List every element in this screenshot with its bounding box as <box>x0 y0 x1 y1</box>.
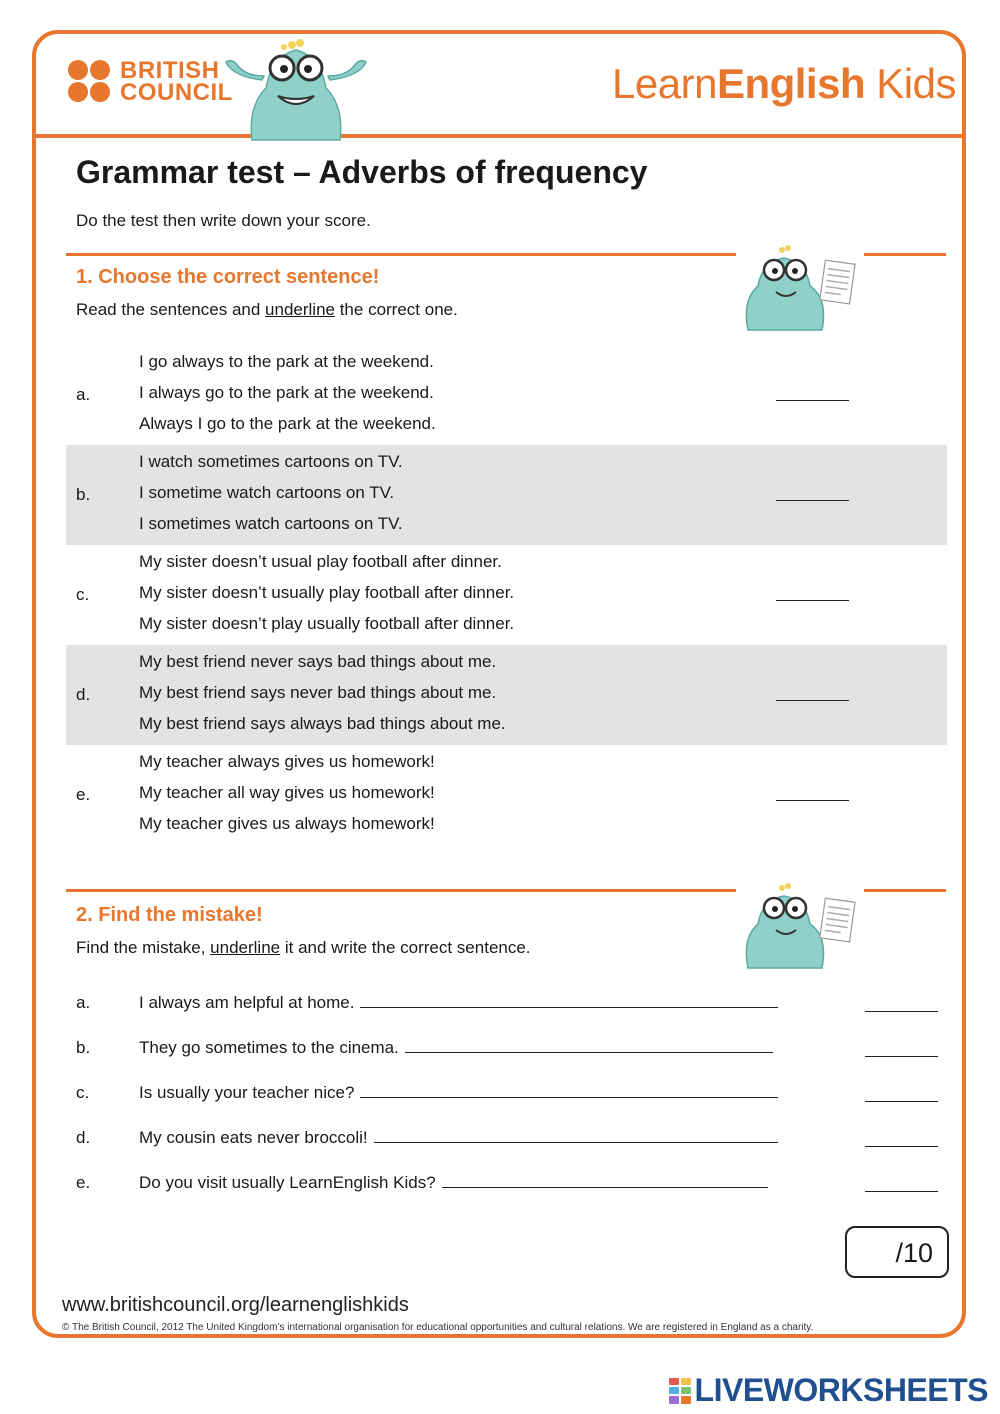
sentence-option[interactable]: My sister doesn’t usually play football after dinner. <box>139 583 515 602</box>
sentence-option[interactable]: I watch sometimes cartoons on TV. <box>139 452 403 471</box>
score-blank[interactable] <box>776 600 849 601</box>
section1-divider-right <box>864 253 946 256</box>
score-blank[interactable] <box>865 1146 938 1147</box>
score-blank[interactable] <box>865 1101 938 1102</box>
monster-reading-icon <box>742 878 857 970</box>
section1-item-e: e. My teacher always gives us homework! My teacher all way gives us homework! My teacher gives us always homework! <box>66 745 947 845</box>
sentence-option[interactable]: My teacher all way gives us homework! <box>139 783 435 802</box>
sentence-option[interactable]: My teacher always gives us homework! <box>139 752 435 771</box>
score-blank[interactable] <box>776 700 849 701</box>
sentence-option[interactable]: I go always to the park at the weekend. <box>139 352 434 371</box>
british-council-wordmark: BRITISH COUNCIL <box>120 57 233 106</box>
page-title: Grammar test – Adverbs of frequency <box>76 154 648 190</box>
section2-item-e: e. Do you visit usually LearnEnglish Kids? <box>76 1173 946 1199</box>
correction-line[interactable] <box>442 1173 768 1188</box>
section2-item-b: b. They go sometimes to the cinema. <box>76 1038 946 1064</box>
section1-item-c: c. My sister doesn’t usual play football after dinner. My sister doesn’t usually play football after dinner. My sister doesn’t play usually football after dinner. <box>66 545 947 645</box>
sentence-option[interactable]: My best friend says never bad things about me. <box>139 683 497 702</box>
section2-item-c: c. Is usually your teacher nice? <box>76 1083 946 1109</box>
section1-item-a: a. I go always to the park at the weekend. I always go to the park at the weekend. Always I go to the park at the weekend. <box>66 345 947 445</box>
score-blank[interactable] <box>865 1011 938 1012</box>
section1-divider-left <box>66 253 736 256</box>
correction-line[interactable] <box>374 1128 778 1143</box>
section1-item-d: d. My best friend never says bad things about me. My best friend says never bad things about me. My best friend says always bad things about me. <box>66 645 947 745</box>
total-score-box[interactable]: /10 <box>845 1226 949 1278</box>
british-council-logo <box>68 57 233 106</box>
header-divider <box>34 134 964 138</box>
intro-text: Do the test then write down your score. <box>76 211 371 230</box>
correction-line[interactable] <box>360 993 778 1008</box>
section2-divider-right <box>864 889 946 892</box>
mistake-sentence[interactable]: I always am helpful at home. <box>139 993 355 1012</box>
section2-item-d: d. My cousin eats never broccoli! <box>76 1128 946 1154</box>
liveworksheets-icon <box>669 1378 691 1404</box>
british-council-dots-icon <box>68 60 112 104</box>
sentence-option[interactable]: I sometime watch cartoons on TV. <box>139 483 395 502</box>
sentence-option[interactable]: I sometimes watch cartoons on TV. <box>139 514 403 533</box>
score-blank[interactable] <box>776 500 849 501</box>
section2-item-a: a. I always am helpful at home. <box>76 993 946 1019</box>
section1-heading: 1. Choose the correct sentence! <box>76 266 380 288</box>
section1-instruction: Read the sentences and underline the correct one. <box>76 300 458 319</box>
sentence-option[interactable]: My teacher gives us always homework! <box>139 814 435 833</box>
monster-reading-icon <box>742 240 857 332</box>
footer-copyright: © The British Council, 2012 The United Kingdom’s international organisation for educational opportunities and cultural relations. We are registered in England as a charity. <box>62 1322 814 1333</box>
score-blank[interactable] <box>776 400 849 401</box>
section2-divider-left <box>66 889 736 892</box>
sentence-option[interactable]: My best friend never says bad things about me. <box>139 652 497 671</box>
section1-item-b: b. I watch sometimes cartoons on TV. I sometime watch cartoons on TV. I sometimes watch cartoons on TV. <box>66 445 947 545</box>
correction-line[interactable] <box>405 1038 773 1053</box>
sentence-option[interactable]: My sister doesn’t usual play football after dinner. <box>139 552 502 571</box>
score-blank[interactable] <box>865 1056 938 1057</box>
footer-url[interactable]: www.britishcouncil.org/learnenglishkids <box>62 1294 409 1316</box>
liveworksheets-watermark[interactable]: LIVEWORKSHEETS <box>669 1372 988 1409</box>
sentence-option[interactable]: My best friend says always bad things about me. <box>139 714 506 733</box>
section2-instruction: Find the mistake, underline it and write the correct sentence. <box>76 938 531 957</box>
mistake-sentence[interactable]: Is usually your teacher nice? <box>139 1083 355 1102</box>
learnenglish-kids-logo: LearnEnglish Kids <box>612 60 956 107</box>
monster-mascot-icon <box>222 36 372 142</box>
score-blank[interactable] <box>776 800 849 801</box>
sentence-option[interactable]: Always I go to the park at the weekend. <box>139 414 436 433</box>
section2-heading: 2. Find the mistake! <box>76 904 263 926</box>
sentence-option[interactable]: I always go to the park at the weekend. <box>139 383 434 402</box>
mistake-sentence[interactable]: Do you visit usually LearnEnglish Kids? <box>139 1173 436 1192</box>
correction-line[interactable] <box>360 1083 778 1098</box>
mistake-sentence[interactable]: They go sometimes to the cinema. <box>139 1038 399 1057</box>
score-blank[interactable] <box>865 1191 938 1192</box>
mistake-sentence[interactable]: My cousin eats never broccoli! <box>139 1128 368 1147</box>
sentence-option[interactable]: My sister doesn’t play usually football after dinner. <box>139 614 515 633</box>
